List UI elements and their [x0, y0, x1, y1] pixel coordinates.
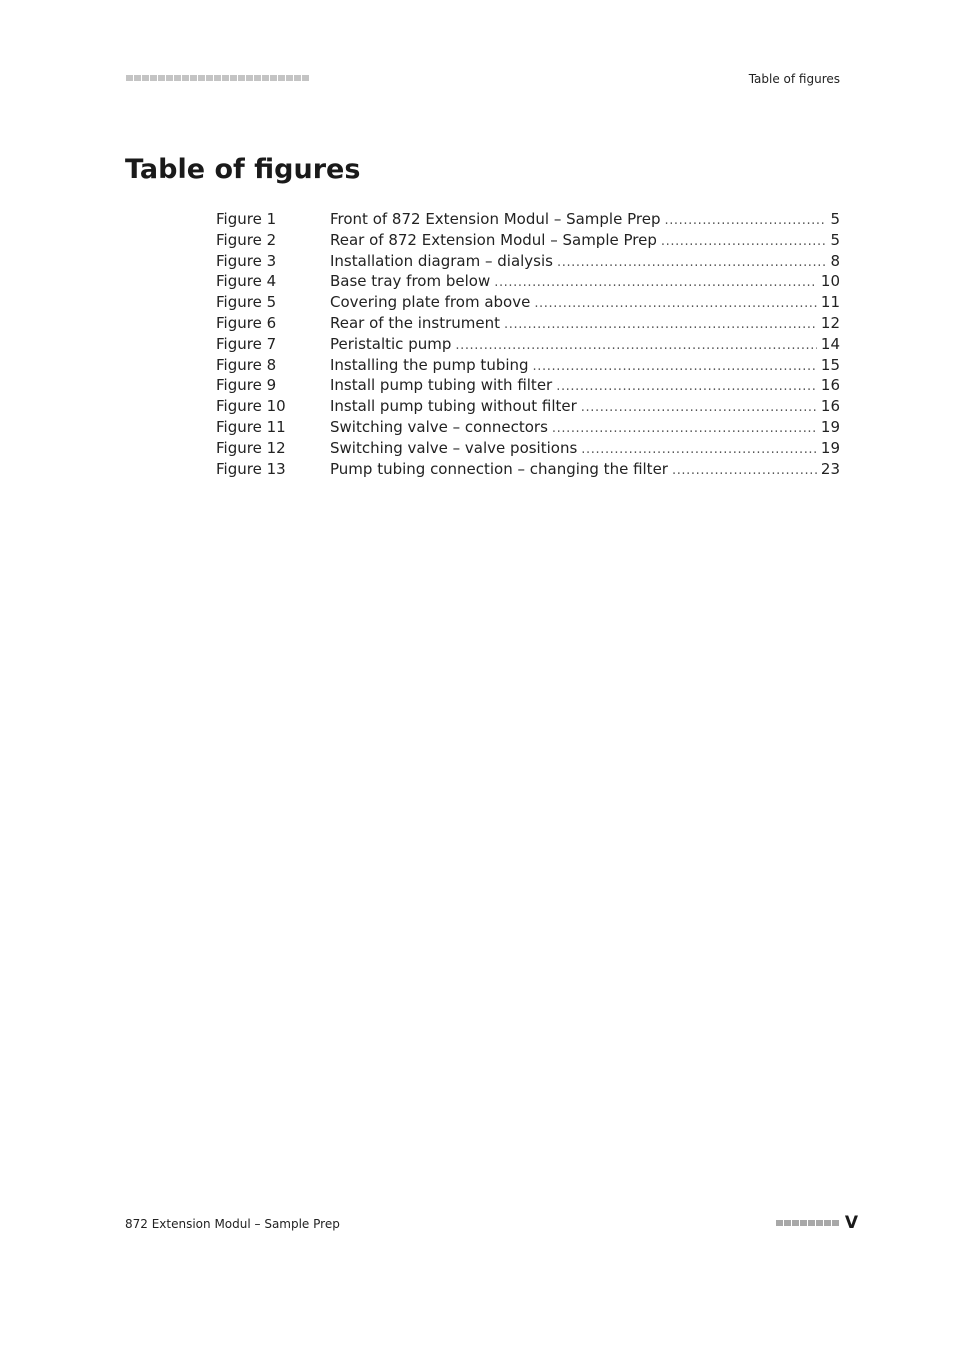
decorative-square — [150, 75, 157, 81]
figure-label: Figure 8 — [216, 355, 277, 374]
toc-entry[interactable] — [216, 230, 840, 251]
decorative-square — [302, 75, 309, 81]
decorative-square — [246, 75, 253, 81]
dot-leader — [557, 253, 826, 274]
decorative-square — [278, 75, 285, 81]
running-header-title: Table of figures — [748, 72, 840, 86]
decorative-square — [190, 75, 197, 81]
decorative-square — [230, 75, 237, 81]
toc-entry[interactable] — [216, 209, 840, 230]
footer-page-marker — [776, 1213, 858, 1233]
decorative-square — [784, 1220, 791, 1226]
decorative-square — [294, 75, 301, 81]
toc-entry[interactable] — [216, 417, 840, 438]
dot-leader — [552, 419, 817, 440]
figure-label: Figure 9 — [216, 376, 277, 395]
toc-entry[interactable] — [216, 271, 840, 292]
decorative-square — [222, 75, 229, 81]
figure-page-number: 14 — [820, 334, 840, 353]
figure-page-number: 12 — [820, 313, 840, 332]
dot-leader — [504, 315, 817, 336]
figure-label: Figure 2 — [216, 230, 277, 249]
footer-document-title: 872 Extension Modul – Sample Prep — [125, 1217, 340, 1231]
figure-page-number: 5 — [830, 230, 840, 249]
toc-entry[interactable] — [216, 396, 840, 417]
dot-leader — [664, 211, 826, 232]
page-title: Table of figures — [125, 154, 361, 185]
figure-label: Figure 7 — [216, 334, 277, 353]
decorative-square — [254, 75, 261, 81]
dot-leader — [455, 336, 817, 357]
decorative-square — [126, 75, 133, 81]
figure-label: Figure 12 — [216, 438, 286, 457]
figure-title: Front of 872 Extension Modul – Sample Prep — [330, 210, 661, 228]
decorative-square — [206, 75, 213, 81]
dot-leader — [533, 357, 817, 378]
decorative-square — [800, 1220, 807, 1226]
dot-leader — [556, 377, 817, 398]
figure-title: Installation diagram – dialysis — [330, 251, 553, 270]
decorative-square — [792, 1220, 799, 1226]
dot-leader — [672, 461, 817, 482]
decorative-square — [214, 75, 221, 81]
decorative-square — [174, 75, 181, 81]
toc-entry[interactable] — [216, 375, 840, 396]
decorative-square — [262, 75, 269, 81]
dot-leader — [534, 294, 817, 315]
dot-leader — [494, 273, 817, 294]
figure-title: Installing the pump tubing — [330, 355, 529, 374]
decorative-square — [166, 75, 173, 81]
figure-label: Figure 1 — [216, 210, 277, 228]
figure-title: Covering plate from above — [330, 293, 531, 312]
decorative-square — [270, 75, 277, 81]
toc-entry[interactable] — [216, 334, 840, 355]
figure-page-number: 16 — [820, 376, 840, 395]
dot-leader — [661, 232, 827, 253]
figure-label: Figure 13 — [216, 459, 286, 478]
figure-page-number: 10 — [820, 272, 840, 291]
figure-label: Figure 3 — [216, 251, 277, 270]
figure-label: Figure 6 — [216, 313, 277, 332]
decorative-square — [816, 1220, 823, 1226]
figure-label: Figure 5 — [216, 293, 277, 312]
figure-page-number: 19 — [820, 417, 840, 436]
figure-title: Install pump tubing with filter — [330, 376, 553, 395]
dot-leader — [581, 440, 817, 461]
toc-entry[interactable] — [216, 313, 840, 334]
figure-label: Figure 4 — [216, 272, 277, 291]
decorative-square — [158, 75, 165, 81]
figure-page-number: 15 — [820, 355, 840, 374]
figure-page-number: 19 — [820, 438, 840, 457]
decorative-square — [286, 75, 293, 81]
figure-title: Peristaltic pump — [330, 334, 452, 353]
decorative-square — [824, 1220, 831, 1226]
toc-entry[interactable] — [216, 292, 840, 313]
decorative-square — [808, 1220, 815, 1226]
figure-label: Figure 10 — [216, 397, 286, 416]
toc-entry[interactable] — [216, 355, 840, 376]
figure-title: Rear of 872 Extension Modul – Sample Prep — [330, 230, 657, 249]
figure-label: Figure 11 — [216, 417, 286, 436]
figure-title: Base tray from below — [330, 272, 491, 291]
decorative-square — [182, 75, 189, 81]
decorative-square — [776, 1220, 783, 1226]
table-of-figures-list — [216, 209, 840, 479]
figure-page-number: 11 — [820, 293, 840, 312]
dot-leader — [581, 398, 817, 419]
figure-page-number: 23 — [820, 459, 840, 478]
figure-title: Switching valve – connectors — [330, 417, 548, 436]
decorative-square — [832, 1220, 839, 1226]
decorative-square — [238, 75, 245, 81]
figure-page-number: 16 — [820, 397, 840, 416]
figure-title: Rear of the instrument — [330, 313, 500, 332]
footer-decorative-blocks — [776, 1220, 839, 1226]
toc-entry[interactable] — [216, 438, 840, 459]
figure-page-number: 8 — [830, 251, 840, 270]
page-number: V — [844, 1213, 858, 1233]
decorative-square — [198, 75, 205, 81]
figure-page-number: 5 — [830, 210, 840, 228]
decorative-square — [134, 75, 141, 81]
figure-title: Switching valve – valve positions — [330, 438, 578, 457]
toc-entry[interactable] — [216, 251, 840, 272]
figure-title: Install pump tubing without filter — [330, 397, 577, 416]
decorative-square — [142, 75, 149, 81]
header-decorative-blocks — [126, 75, 309, 81]
toc-entry[interactable] — [216, 459, 840, 480]
figure-title: Pump tubing connection – changing the filter — [330, 459, 668, 478]
